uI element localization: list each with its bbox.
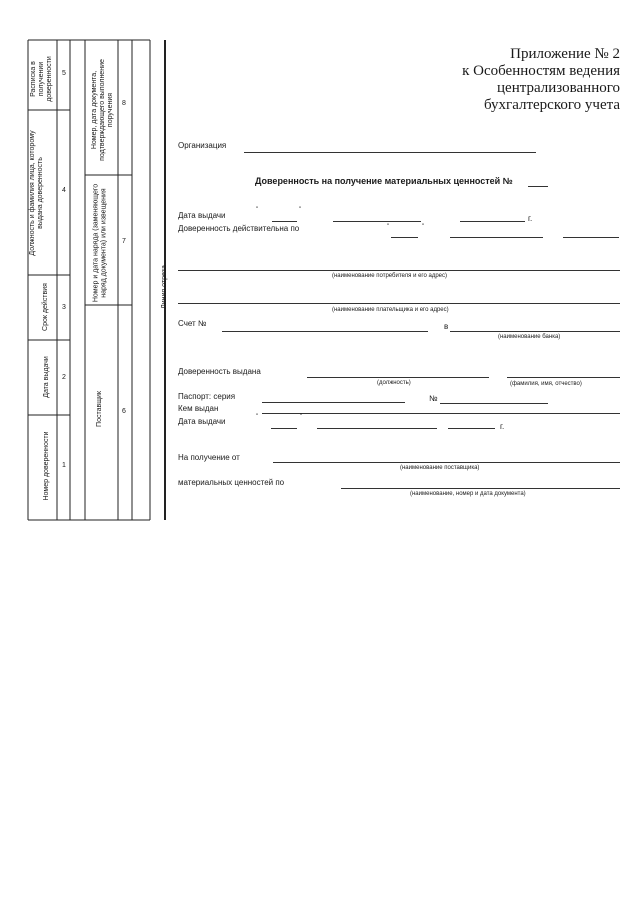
cut-line-label: Линия отреза bbox=[161, 265, 168, 309]
valid-until-label: Доверенность действительна по bbox=[178, 224, 300, 233]
stub-col-validity: Срок действия bbox=[42, 283, 49, 331]
consumer-field[interactable] bbox=[178, 270, 620, 271]
passport-issue-date-label: Дата выдачи bbox=[178, 417, 226, 426]
stub-num-2: 2 bbox=[62, 374, 66, 381]
form-title: Доверенность на получение материальных ценностей № bbox=[255, 176, 513, 186]
position-caption: (должность) bbox=[377, 380, 411, 386]
valid-until-close-quote: " bbox=[422, 224, 425, 230]
stub-num-5: 5 bbox=[62, 70, 66, 77]
issue-date-month-field[interactable] bbox=[333, 221, 421, 222]
passport-number-sign: № bbox=[429, 394, 438, 403]
document-field[interactable] bbox=[341, 488, 620, 489]
passport-series-label: Паспорт: серия bbox=[178, 392, 236, 401]
passport-date-day-field[interactable] bbox=[271, 428, 297, 429]
counterfoil-table-grid bbox=[0, 0, 180, 530]
issue-date-label: Дата выдачи bbox=[178, 211, 226, 220]
position-field[interactable] bbox=[307, 377, 489, 378]
account-field[interactable] bbox=[222, 331, 428, 332]
appendix-line-2: к Особенностям ведения bbox=[462, 63, 620, 79]
issued-to-label: Доверенность выдана bbox=[178, 367, 261, 376]
organization-label: Организация bbox=[178, 141, 227, 150]
bank-caption: (наименование банка) bbox=[498, 334, 561, 340]
passport-date-open-quote: " bbox=[256, 414, 259, 420]
issue-date-day-field[interactable] bbox=[272, 221, 297, 222]
stub-num-8: 8 bbox=[122, 100, 126, 107]
valid-until-month-field[interactable] bbox=[450, 237, 543, 238]
stub-col-number: Номер доверенности bbox=[43, 431, 50, 501]
appendix-line-4: бухгалтерского учета bbox=[483, 97, 620, 113]
stub-col-supplier: Поставщик bbox=[96, 391, 103, 427]
passport-number-field[interactable] bbox=[440, 403, 548, 404]
stub-num-1: 1 bbox=[62, 462, 66, 469]
passport-series-field[interactable] bbox=[262, 402, 405, 403]
passport-date-year-field[interactable] bbox=[448, 428, 495, 429]
fio-field[interactable] bbox=[507, 377, 620, 378]
account-label: Счет № bbox=[178, 319, 207, 328]
stub-col-issue-date: Дата выдачи bbox=[43, 356, 50, 398]
appendix-heading bbox=[430, 46, 620, 114]
issue-date-open-quote: " bbox=[256, 207, 259, 213]
stub-num-4: 4 bbox=[62, 187, 66, 194]
consumer-caption: (наименование потребителя и его адрес) bbox=[332, 273, 447, 279]
document-number-field[interactable] bbox=[528, 186, 548, 187]
appendix-line-3: централизованного bbox=[497, 80, 620, 96]
passport-date-close-quote: " bbox=[300, 414, 303, 420]
issue-date-year-field[interactable] bbox=[460, 221, 525, 222]
document-caption: (наименование, номер и дата документа) bbox=[410, 491, 526, 497]
stub-num-3: 3 bbox=[62, 304, 66, 311]
stub-col-position: Должность и фамилия лица, которому выдана доверенность bbox=[29, 130, 44, 256]
issued-by-label: Кем выдан bbox=[178, 404, 219, 413]
passport-date-year-suffix: г. bbox=[500, 422, 505, 431]
issue-date-year-suffix: г. bbox=[528, 214, 533, 223]
issue-date-close-quote: " bbox=[299, 207, 302, 213]
payer-caption: (наименование плательщика и его адрес) bbox=[332, 307, 449, 313]
valid-until-open-quote: " bbox=[387, 224, 390, 230]
appendix-line-1: Приложение № 2 bbox=[510, 46, 620, 62]
payer-field[interactable] bbox=[178, 303, 620, 304]
bank-in-label: в bbox=[444, 322, 449, 331]
passport-date-month-field[interactable] bbox=[317, 428, 437, 429]
stub-num-7: 7 bbox=[122, 238, 126, 245]
valid-until-year-field[interactable] bbox=[563, 237, 619, 238]
supplier-caption: (наименование поставщика) bbox=[400, 465, 480, 471]
stub-num-6: 6 bbox=[122, 408, 126, 415]
issued-by-field[interactable] bbox=[262, 413, 620, 414]
stub-col-receipt: Расписка в получении доверенности bbox=[30, 56, 53, 102]
stub-col-document: Номер, дата документа, подтверждающего выполнение поручения bbox=[91, 59, 114, 161]
receive-from-label: На получение от bbox=[178, 453, 240, 462]
stub-col-order: Номер и дата наряда (заменяющего наряд документа) или извещения bbox=[92, 183, 108, 303]
supplier-field[interactable] bbox=[273, 462, 620, 463]
bank-field[interactable] bbox=[450, 331, 620, 332]
organization-field[interactable] bbox=[244, 152, 536, 153]
goods-document-label: материальных ценностей по bbox=[178, 478, 285, 487]
valid-until-day-field[interactable] bbox=[391, 237, 418, 238]
fio-caption: (фамилия, имя, отчество) bbox=[510, 381, 582, 387]
